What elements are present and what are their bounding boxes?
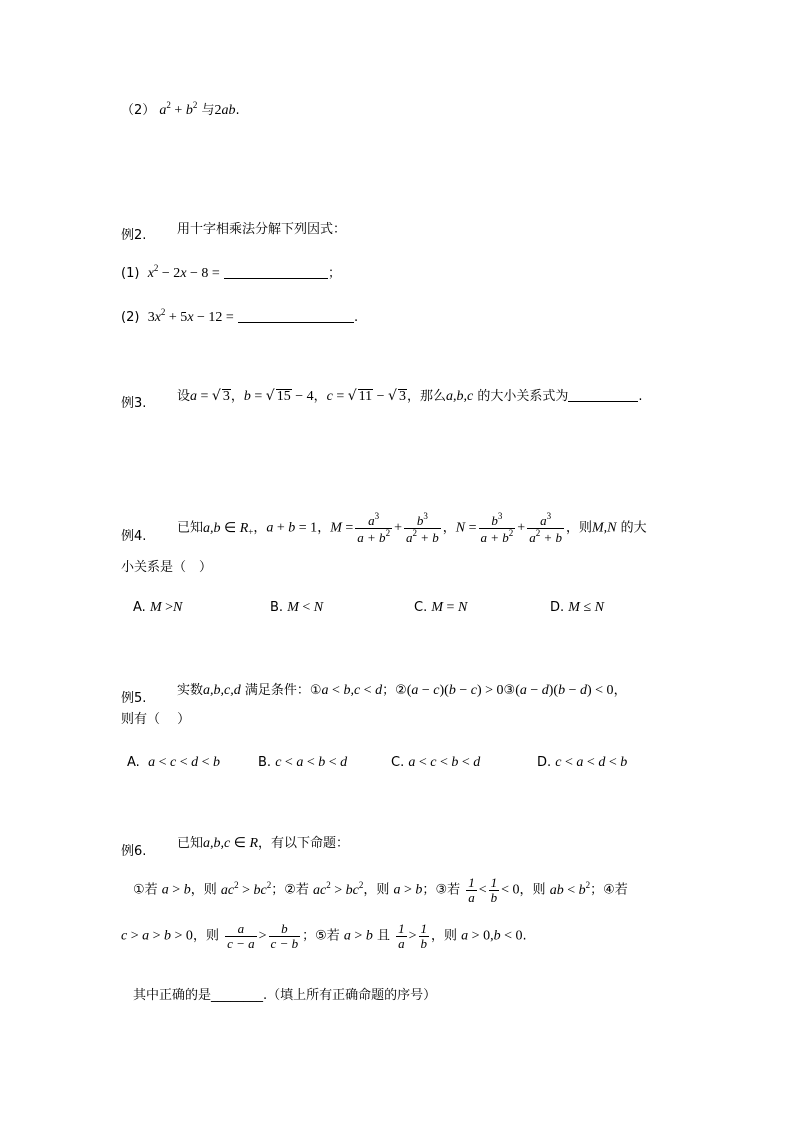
math-expr: a,b,c <box>445 389 474 404</box>
text: ①若 <box>133 882 158 898</box>
math-expr: $x^2 - 2x - 8$ = <box>147 263 220 281</box>
math-expr: 2ab <box>214 103 236 118</box>
math-expr: c > a > b > 0 <box>121 928 193 944</box>
math-expr: a = √ 3 <box>190 388 230 404</box>
math-expr: a > b <box>161 882 191 898</box>
math-expr: M = <box>330 520 354 536</box>
part-label: （2） <box>121 103 156 118</box>
question-part-2 <box>121 101 240 118</box>
example-6-propositions-line-1: ①若 a > b，则 $ac^2 > bc^2$；②若 $ac^2 > bc^2$，则 a > b；③若 $\frac{1}{a}$ < $\frac{1}{b}$ < 0，则 ab < $b^2$；④若 <box>133 875 628 905</box>
text: ； <box>271 882 285 898</box>
text: ，则 <box>519 882 546 898</box>
fraction: $\frac{1}{a}$ <box>398 921 405 951</box>
text: ④若 <box>603 882 628 898</box>
fraction: $\frac{a}{c - a}$ <box>227 921 255 951</box>
fraction: $\frac{1}{b}$ <box>420 921 428 951</box>
text: ；② <box>382 683 407 698</box>
text: ， <box>317 520 331 536</box>
option-a[interactable] <box>133 601 182 615</box>
answer-blank[interactable] <box>224 278 328 279</box>
text: ②若 <box>284 882 309 898</box>
fraction: $\frac{b^3}{a + b^2}$ <box>480 511 514 545</box>
fraction: $\frac{a^3}{a^2 + b}$ <box>529 511 562 545</box>
text: 的大 <box>620 520 647 536</box>
text: ， <box>313 389 327 404</box>
option-a[interactable] <box>127 756 220 770</box>
text: ， <box>230 389 244 404</box>
example-4-text: 已知a,b ∈ $R_+$，a + b = 1，M = $\frac{a^3}{a + b^2}$ + $\frac{b^3}{a^2 + b}$ ，N = $\frac{b^3}{a + b^2}$ + $\frac{a^3}{a^2 + b}$ ，则M,N 的大 <box>177 511 647 545</box>
text: 与 <box>201 103 215 118</box>
math-expr: M,N <box>592 520 617 536</box>
math-expr: a,b,c ∈ R <box>203 836 258 851</box>
math-expr: N = <box>455 520 477 536</box>
option-label: C. <box>414 600 428 615</box>
text: ； <box>422 882 436 898</box>
text: ，则 <box>192 928 219 944</box>
text: ； <box>302 928 316 944</box>
example-2-part-1 <box>121 264 341 281</box>
math-expr: M >N <box>149 600 183 615</box>
option-c[interactable] <box>414 601 467 615</box>
part-label: (1) <box>121 266 140 281</box>
example-5-text <box>177 684 627 698</box>
text: 且 <box>376 928 390 944</box>
math-expr: $ac^2 > bc^2$ <box>220 879 272 898</box>
text: 设 <box>177 389 191 404</box>
math-expr: M ≤ N <box>568 600 604 615</box>
option-label: A. <box>133 600 146 615</box>
text: . <box>353 310 359 325</box>
option-d[interactable] <box>537 756 627 770</box>
example-6-text <box>177 837 349 851</box>
text: 已知 <box>177 520 204 536</box>
option-label: D. <box>537 755 552 770</box>
option-b[interactable] <box>258 756 347 770</box>
example-6-propositions-line-2: c > a > b > 0，则 $\frac{a}{c - a}$ > $\frac{b}{c - b}$ ；⑤若 a > b 且 $\frac{1}{a}$ > $\frac{1}{b}$ ，则 a > 0,b < 0. <box>121 921 527 951</box>
text: ，则 <box>431 928 458 944</box>
text: 满足条件：① <box>244 683 322 698</box>
example-2-label: 例2. <box>121 228 147 243</box>
text: ，那么 <box>406 389 446 404</box>
math-expr: a,b ∈ $R_+$ <box>203 520 254 537</box>
text: ； <box>590 882 604 898</box>
example-3-label: 例3. <box>121 396 147 411</box>
math-expr: $3x^2 + 5x - 12$ = <box>147 307 234 325</box>
math-expr: a > b <box>343 928 373 944</box>
text: ，有以下命题： <box>258 836 350 851</box>
text: ，则 <box>190 882 217 898</box>
option-d[interactable] <box>550 601 604 615</box>
math-expr: M = N <box>431 600 468 615</box>
example-6-answer-prompt: 其中正确的是________.（填上所有正确命题的序号） <box>133 988 437 1003</box>
math-expr: a < c < b < d <box>408 755 481 770</box>
option-b[interactable] <box>270 601 323 615</box>
math-expr: (a − c)(b − c) > 0 <box>406 683 504 698</box>
text: 的大小关系式为 <box>477 389 569 404</box>
example-3-text <box>177 389 643 404</box>
math-expr: $ac^2 > bc^2$ <box>313 879 364 898</box>
example-2-part-2 <box>121 308 358 325</box>
example-6-label: 例6. <box>121 844 147 859</box>
math-expr: c = √ 11 − √ 3 <box>326 388 406 404</box>
example-4-label: 例4. <box>121 529 147 544</box>
math-expr: $a^2 + b^2$ <box>159 100 198 118</box>
option-c[interactable] <box>391 756 480 770</box>
option-label: D. <box>550 600 565 615</box>
fraction: $\frac{1}{b}$ <box>490 875 498 905</box>
text: ③若 <box>435 882 461 898</box>
fraction: $\frac{b}{c - b}$ <box>270 921 299 951</box>
math-expr: b = √ 15 − 4 <box>243 388 314 404</box>
part-label: (2) <box>121 310 140 325</box>
math-expr: (a − d)(b − d) < 0 <box>515 683 614 698</box>
option-label: B. <box>258 755 272 770</box>
fraction: $\frac{1}{a}$ <box>468 875 475 905</box>
answer-blank[interactable] <box>238 322 354 323</box>
math-expr: c < a < b < d <box>275 755 348 770</box>
math-expr: a > 0,b < 0 <box>461 928 523 944</box>
text: 实数 <box>177 683 204 698</box>
answer-blank[interactable] <box>568 401 638 402</box>
math-expr: a < c < d < b <box>148 755 220 770</box>
math-expr: ab < $b^2$ <box>549 879 591 898</box>
fraction: $\frac{b^3}{a^2 + b}$ <box>405 511 439 545</box>
text: ， <box>442 520 456 536</box>
math-expr: c < a < d < b <box>555 755 628 770</box>
math-expr: a > b <box>393 882 423 898</box>
fraction: $\frac{a^3}{a + b^2}$ <box>357 511 391 545</box>
text: . <box>638 389 643 404</box>
text: ⑤若 <box>315 928 340 944</box>
text: ，则 <box>565 520 592 536</box>
example-5-line-2: 则有（ ） <box>121 712 191 727</box>
text: ； <box>327 266 341 281</box>
text: . <box>522 928 527 944</box>
text: . <box>235 103 240 118</box>
example-5-label: 例5. <box>121 691 147 706</box>
text: ， <box>253 520 267 536</box>
text: ③ <box>503 683 516 698</box>
option-label: C. <box>391 755 405 770</box>
math-expr: a + b = 1 <box>266 520 318 536</box>
example-4-line-2: 小关系是（ ） <box>121 560 213 575</box>
option-label: B. <box>270 600 284 615</box>
math-expr: a,b,c,d <box>203 683 241 698</box>
option-label: A. <box>127 755 140 770</box>
math-expr: M < N <box>287 600 324 615</box>
text: ， <box>613 683 627 698</box>
example-2-title: 用十字相乘法分解下列因式： <box>177 222 347 237</box>
text: ，则 <box>363 882 390 898</box>
text: 已知 <box>177 836 204 851</box>
math-expr: a < b,c < d <box>321 683 383 698</box>
